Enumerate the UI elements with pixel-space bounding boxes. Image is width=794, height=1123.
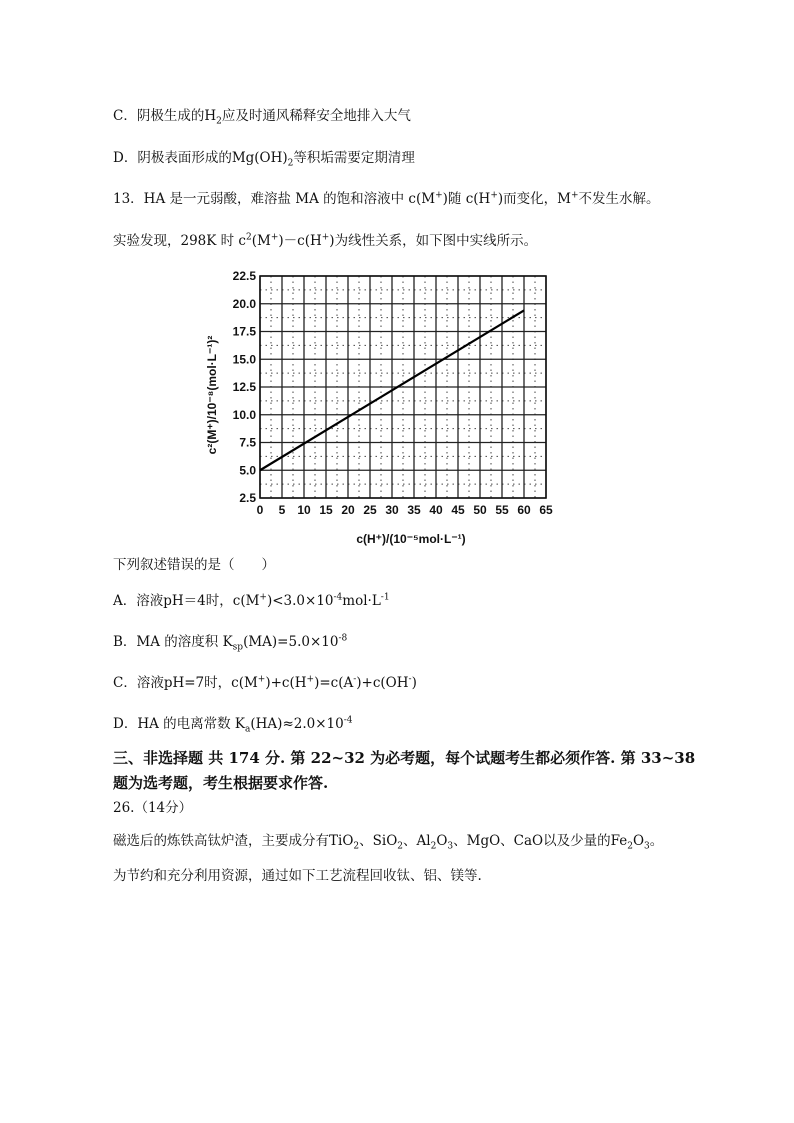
x-axis-label: c(H⁺)/(10⁻⁵mol·L⁻¹) [356, 532, 466, 546]
y-axis-label: c²(M⁺)/10⁻⁸(mol·L⁻¹)² [205, 335, 219, 455]
x-tick-label: 30 [385, 503, 399, 517]
q26-line1: 磁选后的炼铁高钛炉渣，主要成分有TiO$_2$、SiO$_2$、$Al_2O_3$、MgO、CaO以及少量的$Fe_2O_3$。 [113, 833, 664, 852]
y-tick-label: 5.0 [239, 463, 256, 478]
y-tick-label: 7.5 [239, 435, 256, 450]
q12-option-c: C．阴极生成的$H_2$应及时通风稀释安全地排入大气 [113, 108, 411, 127]
q13-line-chart [196, 262, 586, 550]
x-tick-label: 20 [341, 503, 355, 517]
x-tick-label: 60 [517, 503, 531, 517]
y-tick-label: 20.0 [232, 296, 256, 311]
q13-stem-line1: 13．HA 是一元弱酸，难溶盐 MA 的饱和溶液中 c(M+)随 c(H+)而变化，M+不发生水解。 [113, 190, 660, 207]
y-tick-label: 12.5 [232, 380, 256, 394]
x-tick-label: 35 [407, 503, 421, 517]
section3-heading-line1: 三、非选择题 共 174 分. 第 22~32 为必考题，每个试题考生都必须作答. 第 33~38 [113, 749, 696, 767]
q26-number: 26.（14分） [113, 800, 193, 816]
x-tick-label: 10 [297, 503, 311, 517]
x-tick-label: 25 [363, 503, 377, 517]
x-tick-label: 50 [473, 503, 487, 517]
q13-option-b: B．MA 的溶度积 $K_{sp}(MA)=5.0\times 10^{-8}$ [113, 633, 348, 653]
y-tick-label: 15.0 [232, 352, 256, 367]
q13-option-d: D．HA 的电离常数 $K_a(HA)\approx 2.0\times 10^{-4}$ [113, 715, 353, 735]
x-tick-label: 0 [256, 503, 264, 517]
y-tick-label: 17.5 [232, 324, 256, 339]
x-tick-label: 65 [539, 503, 553, 517]
q13-question: 下列叙述错误的是（ ） [113, 557, 275, 573]
q26-line2: 为节约和充分利用资源，通过如下工艺流程回收钛、铝、镁等. [113, 868, 482, 884]
y-tick-label: 10.0 [232, 407, 256, 422]
q13-stem-line2: 实验发现，298K 时 $c^2(M^+)-c(H^+)$为线性关系，如下图中实线所示。 [113, 232, 538, 249]
x-tick-label: 5 [278, 503, 286, 517]
x-tick-label: 15 [319, 503, 333, 517]
x-tick-label: 45 [451, 503, 465, 517]
x-tick-label: 55 [495, 503, 509, 517]
section3-heading-line2: 题为选考题，考生根据要求作答. [113, 774, 329, 792]
y-tick-label: 22.5 [232, 269, 256, 283]
q13-option-a: A．溶液pH＝4时，$c(M^+)<3.0\times 10^{-4}mol\cdot L^{-1}$ [113, 592, 390, 609]
q12-option-d: D．阴极表面形成的$Mg(OH)_2$等积垢需要定期清理 [113, 150, 415, 169]
x-tick-label: 40 [429, 503, 443, 517]
y-tick-label: 2.5 [239, 491, 256, 505]
q13-option-c: C．溶液pH=7时，c(M+)+c(H+)=c(A-)+c(OH-) [113, 674, 417, 691]
